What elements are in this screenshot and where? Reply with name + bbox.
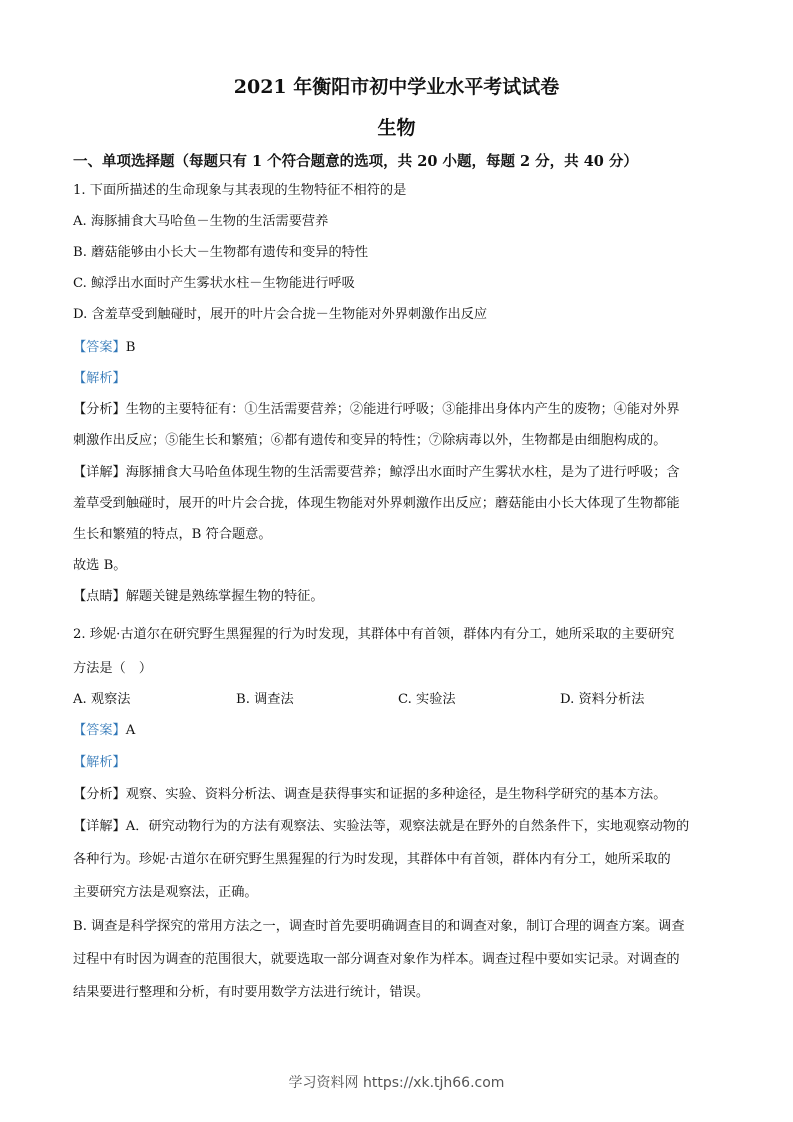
q2-b-line2: 过程中有时因为调查的范围很大，就要选取一部分调查对象作为样本。调查过程中要如实记录。对调查的	[73, 952, 680, 967]
xiangjie-text: 海豚捕食大马哈鱼体现生物的生活需要营养；鲸浮出水面时产生雾状水柱，是为了进行呼吸；含	[125, 465, 680, 480]
q2-option-d: D. 资料分析法	[560, 692, 645, 707]
q2-xiangjie-line2: 各种行为。珍妮·古道尔在研究野生黑猩猩的行为时发现，其群体中有首领，群体内有分工，她所采取的	[73, 852, 671, 867]
q2-stem-line2: 方法是（ ）	[73, 661, 153, 676]
q1-fenxi-line1	[73, 401, 680, 419]
q1-dianjing: 【点睛】解题关键是熟练掌握生物的特征。	[73, 589, 324, 604]
page-title: 2021 年衡阳市初中学业水平考试试卷	[233, 76, 560, 98]
watermark-footer: 学习资料网 https://xk.tjh66.com	[288, 1075, 505, 1091]
q2-b-line3: 结果要进行整理和分析，有时要用数学方法进行统计，错误。	[73, 985, 430, 1000]
q1-analysis-line	[73, 370, 126, 388]
q1-option-a: A. 海豚捕食大马哈鱼－生物的生活需要营养	[73, 214, 329, 229]
section-heading: 一、单项选择题（每题只有 1 个符合题意的选项，共 20 小题，每题 2 分，共 40 分）	[73, 153, 638, 170]
analysis-tag: 【解析】	[73, 371, 126, 386]
q2-answer-line	[73, 722, 135, 740]
answer-tag: 【答案】	[73, 723, 126, 738]
xiangjie-tag: 【详解】	[73, 465, 126, 480]
fenxi-tag: 【分析】	[73, 402, 126, 417]
q2-option-b: B. 调查法	[236, 692, 294, 707]
q2-fenxi: 【分析】观察、实验、资料分析法、调查是获得事实和证据的多种途径，是生物科学研究的基本方法。	[73, 787, 667, 802]
q2-answer: A	[125, 723, 136, 738]
q1-conclusion: 故选 B。	[73, 558, 127, 573]
q2-stem-line1: 2. 珍妮·古道尔在研究野生黑猩猩的行为时发现，其群体中有首领，群体内有分工，她所采取的主要研究	[73, 627, 675, 642]
analysis-tag: 【解析】	[73, 755, 126, 770]
q2-xiangjie-line3: 主要研究方法是观察法，正确。	[73, 885, 258, 900]
q2-option-a: A. 观察法	[73, 692, 131, 707]
answer-tag: 【答案】	[73, 340, 126, 355]
q1-option-d: D. 含羞草受到触碰时，展开的叶片会合拢－生物能对外界刺激作出反应	[73, 307, 488, 322]
fenxi-text: 生物的主要特征有：①生活需要营养；②能进行呼吸；③能排出身体内产生的废物；④能对外界	[125, 402, 680, 417]
q1-xiangjie-line1	[73, 464, 680, 482]
q1-option-b: B. 蘑菇能够由小长大－生物都有遗传和变异的特性	[73, 245, 369, 260]
q1-answer-line	[73, 339, 135, 357]
page-subtitle: 生物	[377, 117, 416, 139]
q1-stem: 1. 下面所描述的生命现象与其表现的生物特征不相符的是	[73, 183, 407, 198]
q1-fenxi-line2: 刺激作出反应；⑤能生长和繁殖；⑥都有遗传和变异的特性；⑦除病毒以外，生物都是由细胞构成的。	[73, 433, 667, 448]
q1-xiangjie-line3: 生长和繁殖的特点，B 符合题意。	[73, 527, 272, 542]
q2-analysis-line	[73, 754, 126, 772]
q2-xiangjie-line1: 【详解】A．研究动物行为的方法有观察法、实验法等，观察法就是在野外的自然条件下，实地观察动物的	[73, 819, 690, 834]
q2-option-c: C. 实验法	[398, 692, 456, 707]
q1-xiangjie-line2: 羞草受到触碰时，展开的叶片会合拢，体现生物能对外界刺激作出反应；蘑菇能由小长大体现了生物都能	[73, 496, 680, 511]
q1-option-c: C. 鲸浮出水面时产生雾状水柱－生物能进行呼吸	[73, 276, 355, 291]
q1-answer: B	[125, 340, 136, 355]
q2-b-line1: B. 调查是科学探究的常用方法之一，调查时首先要明确调查目的和调查对象，制订合理的调查方案。调查	[73, 919, 685, 934]
